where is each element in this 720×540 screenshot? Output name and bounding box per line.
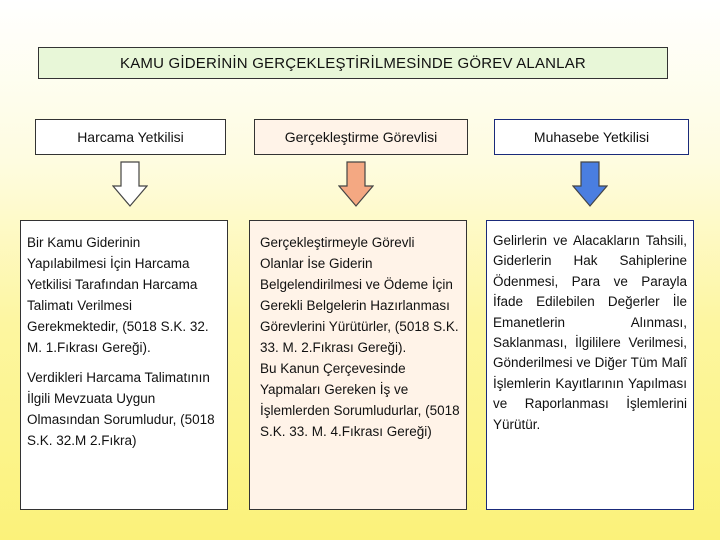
harcama-yetkilisi-description xyxy=(20,220,228,510)
down-arrow-2-icon xyxy=(338,161,374,207)
paragraph: Bir Kamu Giderinin Yapılabilmesi İçin Harcama Yetkilisi Tarafından Harcama Talimatı Verilmesi Gerekmektedir, (5018 S.K. 32. M. 1.Fıkrası Gereği). xyxy=(27,235,209,355)
down-arrow-3-icon xyxy=(572,161,608,207)
diagram-title: KAMU GİDERİNİN GERÇEKLEŞTİRİLMESİNDE GÖREV ALANLAR xyxy=(38,47,668,79)
paragraph: Bu Kanun Çerçevesinde Yapmaları Gereken İş ve İşlemlerden Sorumludurlar, (5018 S.K. 33. M. 4.Fıkrası Gereği) xyxy=(260,361,460,439)
paragraph: Verdikleri Harcama Talimatının İlgili Mevzuata Uygun Olmasından Sorumludur, (5018 S.K. 32.M 2.Fıkra) xyxy=(27,370,215,448)
muhasebe-yetkilisi-description xyxy=(486,220,694,510)
heading-harcama-yetkilisi: Harcama Yetkilisi xyxy=(35,119,226,155)
heading-gerceklestirme-gorevlisi: Gerçekleştirme Görevlisi xyxy=(254,119,468,155)
paragraph: Gerçekleştirmeyle Görevli Olanlar İse Giderin Belgelendirilmesi ve Ödeme İçin Gerekli Belgelerin Hazırlanması Görevlerini Yürütürler, (5018 S.K. 33. M. 2.Fıkrası Gereği). xyxy=(260,235,459,355)
paragraph: Gelirlerin ve Alacakların Tahsili, Giderlerin Hak Sahiplerine Ödenmesi, Para ve Parayla İfade Edilebilen Değerler İle Emanetlerin Alınması, Saklanması, İlgililere Verilmesi, Gönderilmesi ve Diğer Tüm Malî İşlemlerin Kayıtlarının Yapılması ve Raporlanması İşlemlerini Yürütür. xyxy=(493,233,687,432)
gerceklestirme-gorevlisi-description xyxy=(249,220,467,510)
down-arrow-1-icon xyxy=(112,161,148,207)
heading-muhasebe-yetkilisi: Muhasebe Yetkilisi xyxy=(494,119,689,155)
